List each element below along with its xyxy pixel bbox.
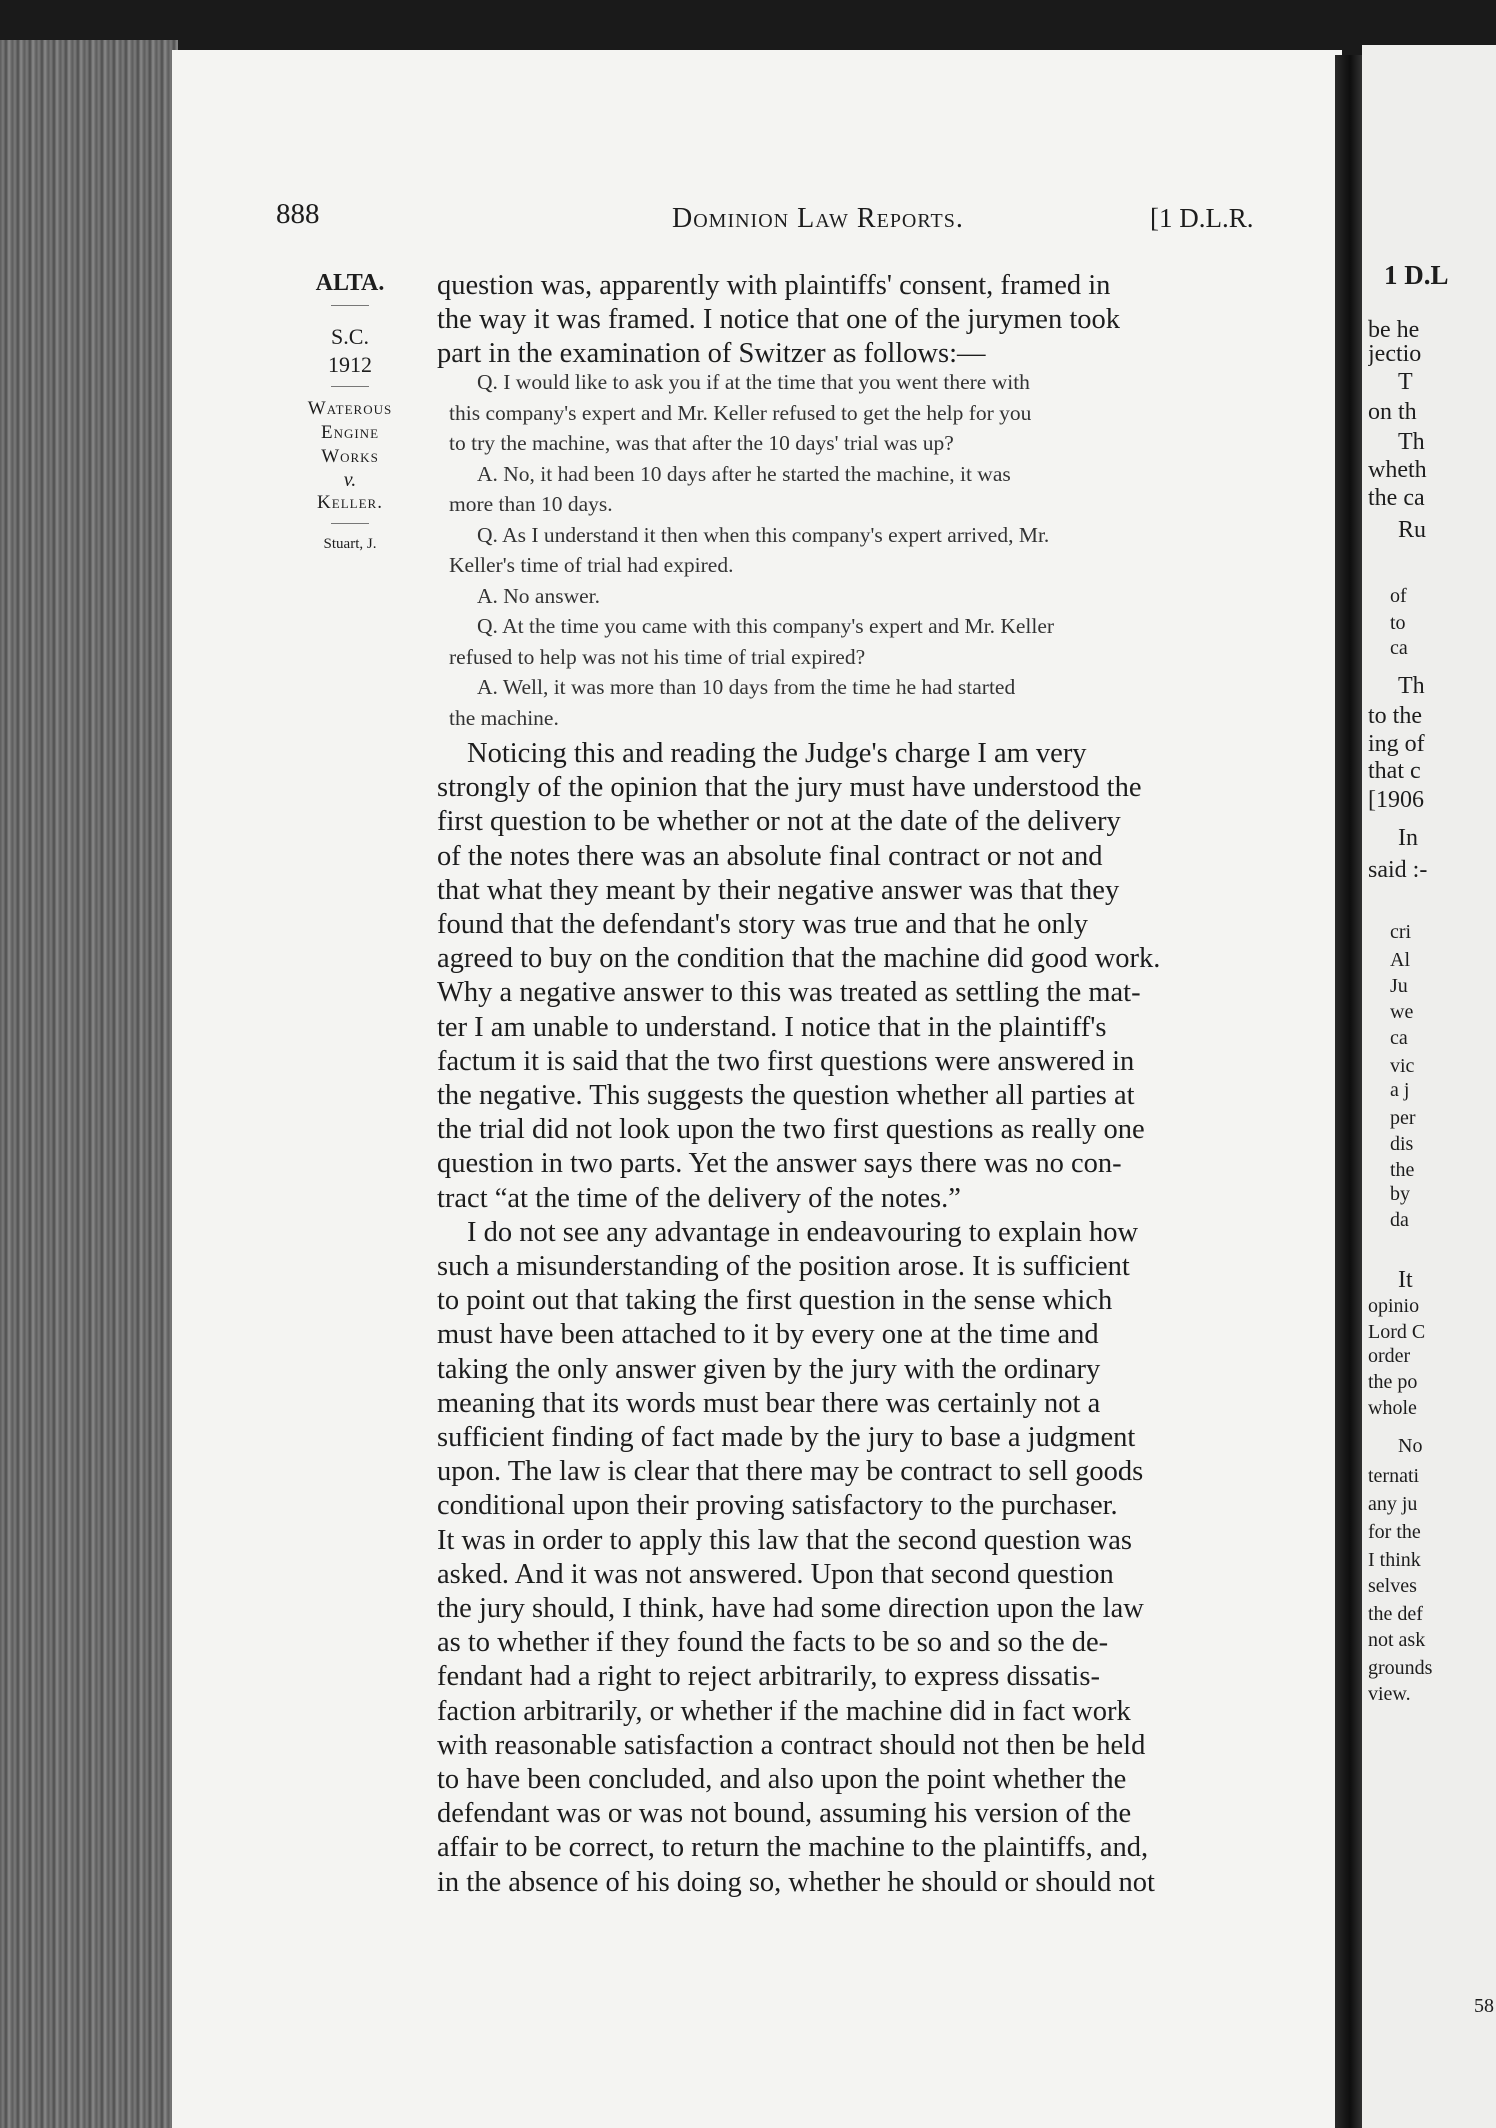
facing-page-line: grounds bbox=[1368, 1657, 1433, 1679]
facing-page-line: Th bbox=[1398, 429, 1425, 455]
facing-page-line: No bbox=[1398, 1435, 1423, 1457]
body-text-line: agreed to buy on the condition that the machine did good work. bbox=[437, 943, 1161, 975]
quoted-testimony-line: Q. At the time you came with this company's expert and Mr. Keller bbox=[477, 614, 1055, 639]
facing-page-line: said :- bbox=[1368, 857, 1428, 883]
volume-reference: [1 D.L.R. bbox=[1150, 203, 1254, 233]
facing-page-line: Lord C bbox=[1368, 1321, 1426, 1343]
facing-page-line: opinio bbox=[1368, 1295, 1420, 1317]
facing-page-line: per bbox=[1390, 1107, 1416, 1129]
sidebar-versus: v. bbox=[343, 469, 357, 491]
body-text-line: the way it was framed. I notice that one of the jurymen took bbox=[437, 304, 1120, 336]
body-text-line: question was, apparently with plaintiffs' consent, framed in bbox=[437, 270, 1111, 301]
facing-page-line: selves bbox=[1368, 1575, 1417, 1597]
body-text-line: part in the examination of Switzer as follows:— bbox=[437, 338, 986, 370]
quoted-testimony-line: Keller's time of trial had expired. bbox=[449, 553, 734, 578]
facing-page-header: 1 D.L bbox=[1384, 260, 1449, 290]
sidebar-party2: Keller. bbox=[317, 492, 383, 513]
facing-page-line: In bbox=[1398, 825, 1418, 851]
sidebar-party1-line: Works bbox=[321, 446, 379, 467]
facing-page-line: the def bbox=[1368, 1603, 1423, 1625]
sidebar-rule bbox=[331, 305, 369, 306]
body-text-line: sufficient finding of fact made by the jury to base a judgment bbox=[437, 1421, 1136, 1453]
facing-page-line: ing of bbox=[1368, 731, 1425, 757]
facing-page-line: It bbox=[1398, 1267, 1413, 1293]
body-text-line: such a misunderstanding of the position arose. It is sufficient bbox=[437, 1250, 1130, 1282]
facing-page-line: whole bbox=[1368, 1397, 1417, 1419]
body-text-line: of the notes there was an absolute final contract or not and bbox=[437, 840, 1103, 872]
body-text-line: ter I am unable to understand. I notice that in the plaintiff's bbox=[437, 1011, 1107, 1043]
body-text-line: affair to be correct, to return the machine to the plaintiffs, and, bbox=[437, 1832, 1149, 1864]
facing-page-line: on th bbox=[1368, 399, 1417, 425]
quoted-testimony-line: A. No, it had been 10 days after he started the machine, it was bbox=[477, 461, 1011, 486]
quoted-testimony-line: A. Well, it was more than 10 days from the time he had started bbox=[477, 675, 1016, 700]
body-text-line: found that the defendant's story was true and that he only bbox=[437, 908, 1088, 940]
body-text-line: factum it is said that the two first questions were answered in bbox=[437, 1045, 1135, 1077]
facing-page-line: view. bbox=[1368, 1683, 1411, 1705]
running-head: Dominion Law Reports. bbox=[672, 203, 964, 234]
body-text-line: strongly of the opinion that the jury must have understood the bbox=[437, 772, 1142, 804]
body-text-line: in the absence of his doing so, whether he should or should not bbox=[437, 1866, 1155, 1898]
body-text-line: as to whether if they found the facts to be so and so the de- bbox=[437, 1627, 1109, 1659]
facing-page-line: [1906 bbox=[1368, 787, 1424, 813]
facing-page-line: not ask bbox=[1368, 1629, 1426, 1651]
facing-page-line: jectio bbox=[1368, 341, 1422, 367]
quoted-testimony-line: refused to help was not his time of trial expired? bbox=[449, 644, 866, 669]
body-text-line: upon. The law is clear that there may be contract to sell goods bbox=[437, 1456, 1144, 1488]
body-text-line: I do not see any advantage in endeavouring to explain how bbox=[467, 1216, 1139, 1248]
body-text-line: first question to be whether or not at the date of the delivery bbox=[437, 806, 1121, 838]
body-text-line: with reasonable satisfaction a contract should not then be held bbox=[437, 1729, 1146, 1761]
sidebar-party1-line: Engine bbox=[320, 422, 380, 443]
facing-page-line: Ru bbox=[1398, 517, 1427, 543]
book-gutter bbox=[1335, 55, 1365, 2128]
quoted-testimony-line: more than 10 days. bbox=[449, 492, 613, 517]
body-text-line: to have been concluded, and also upon the point whether the bbox=[437, 1763, 1127, 1795]
body-text-line: asked. And it was not answered. Upon that second question bbox=[437, 1558, 1114, 1590]
facing-page-line: of bbox=[1390, 585, 1407, 607]
facing-page-line: that c bbox=[1368, 758, 1421, 784]
facing-page-line: ca bbox=[1390, 1027, 1408, 1049]
body-text-line: that what they meant by their negative answer was that they bbox=[437, 874, 1120, 906]
sidebar-rule bbox=[331, 523, 369, 524]
facing-page-line: to the bbox=[1368, 703, 1422, 729]
body-text-line: faction arbitrarily, or whether if the machine did in fact work bbox=[437, 1695, 1131, 1727]
case-sidebar bbox=[290, 270, 410, 553]
body-text-line: the jury should, I think, have had some direction upon the law bbox=[437, 1592, 1144, 1624]
facing-page-line: dis bbox=[1390, 1133, 1414, 1155]
body-text-line: the trial did not look upon the two first questions as really one bbox=[437, 1114, 1145, 1146]
quoted-testimony-line: Q. I would like to ask you if at the time that you went there with bbox=[477, 370, 1030, 395]
body-text-line: meaning that its words must bear there was certainly not a bbox=[437, 1387, 1101, 1419]
facing-page-line: order bbox=[1368, 1345, 1411, 1367]
facing-page-line: the po bbox=[1368, 1371, 1418, 1393]
facing-page-line: I think bbox=[1368, 1549, 1421, 1571]
body-text-line: to point out that taking the first question in the sense which bbox=[437, 1285, 1113, 1317]
facing-page-line: the ca bbox=[1368, 485, 1425, 511]
facing-page-line: a j bbox=[1390, 1079, 1410, 1101]
quoted-testimony-line: this company's expert and Mr. Keller refused to get the help for you bbox=[449, 400, 1032, 425]
facing-page-line: da bbox=[1390, 1209, 1409, 1231]
body-text-line: must have been attached to it by every one at the time and bbox=[437, 1319, 1099, 1351]
body-text-line: fendant had a right to reject arbitrarily, to express dissatis- bbox=[437, 1661, 1100, 1693]
body-text-line: Noticing this and reading the Judge's charge I am very bbox=[467, 737, 1087, 769]
facing-page-line: Al bbox=[1390, 949, 1410, 971]
facing-page-line: by bbox=[1390, 1183, 1410, 1205]
facing-page-line: we bbox=[1390, 1001, 1414, 1023]
body-text-line: the negative. This suggests the question whether all parties at bbox=[437, 1079, 1135, 1111]
body-text-line: It was in order to apply this law that the second question was bbox=[437, 1524, 1132, 1556]
body-text-line: conditional upon their proving satisfactory to the purchaser. bbox=[437, 1490, 1118, 1522]
page-number: 888 bbox=[276, 198, 320, 230]
sidebar-party1-line: Waterous bbox=[307, 398, 393, 419]
facing-page-line: wheth bbox=[1368, 457, 1427, 483]
sidebar-court: S.C. bbox=[331, 324, 369, 349]
sidebar-year: 1912 bbox=[328, 352, 372, 377]
quoted-testimony-line: the machine. bbox=[449, 705, 559, 730]
body-text-line: defendant was or was not bound, assuming his version of the bbox=[437, 1798, 1132, 1830]
body-text-line: tract “at the time of the delivery of the notes.” bbox=[437, 1182, 961, 1214]
body-text-line: question in two parts. Yet the answer says there was no con- bbox=[437, 1148, 1122, 1180]
quoted-testimony-line: Q. As I understand it then when this company's expert arrived, Mr. bbox=[477, 522, 1050, 547]
facing-page-line: Th bbox=[1398, 673, 1425, 699]
scanner-top-edge bbox=[0, 0, 1496, 55]
facing-page-line: for the bbox=[1368, 1521, 1421, 1543]
facing-page-line: cri bbox=[1390, 921, 1412, 943]
quoted-testimony-line: to try the machine, was that after the 10 days' trial was up? bbox=[449, 431, 954, 456]
sidebar-judge: Stuart, J. bbox=[323, 536, 377, 552]
facing-page-line: ca bbox=[1390, 637, 1408, 659]
facing-page-line: T bbox=[1398, 369, 1413, 395]
facing-page-line: to bbox=[1390, 612, 1406, 634]
sidebar-jurisdiction: ALTA. bbox=[315, 270, 385, 296]
facing-page bbox=[1362, 45, 1496, 2128]
facing-page-line: be he bbox=[1368, 317, 1420, 343]
body-text-line: taking the only answer given by the jury with the ordinary bbox=[437, 1353, 1101, 1385]
facing-page-line: vic bbox=[1390, 1055, 1415, 1077]
quoted-testimony-line: A. No answer. bbox=[477, 583, 601, 608]
facing-page-line: Ju bbox=[1390, 975, 1408, 997]
facing-page-line: any ju bbox=[1368, 1493, 1418, 1515]
facing-page-line: ternati bbox=[1368, 1465, 1420, 1487]
facing-page-footer: 58 bbox=[1474, 1995, 1494, 2017]
sidebar-rule bbox=[331, 386, 369, 387]
book-page-edges bbox=[0, 40, 178, 2128]
facing-page-line: the bbox=[1390, 1159, 1415, 1181]
body-text-line: Why a negative answer to this was treated as settling the mat- bbox=[437, 977, 1141, 1009]
